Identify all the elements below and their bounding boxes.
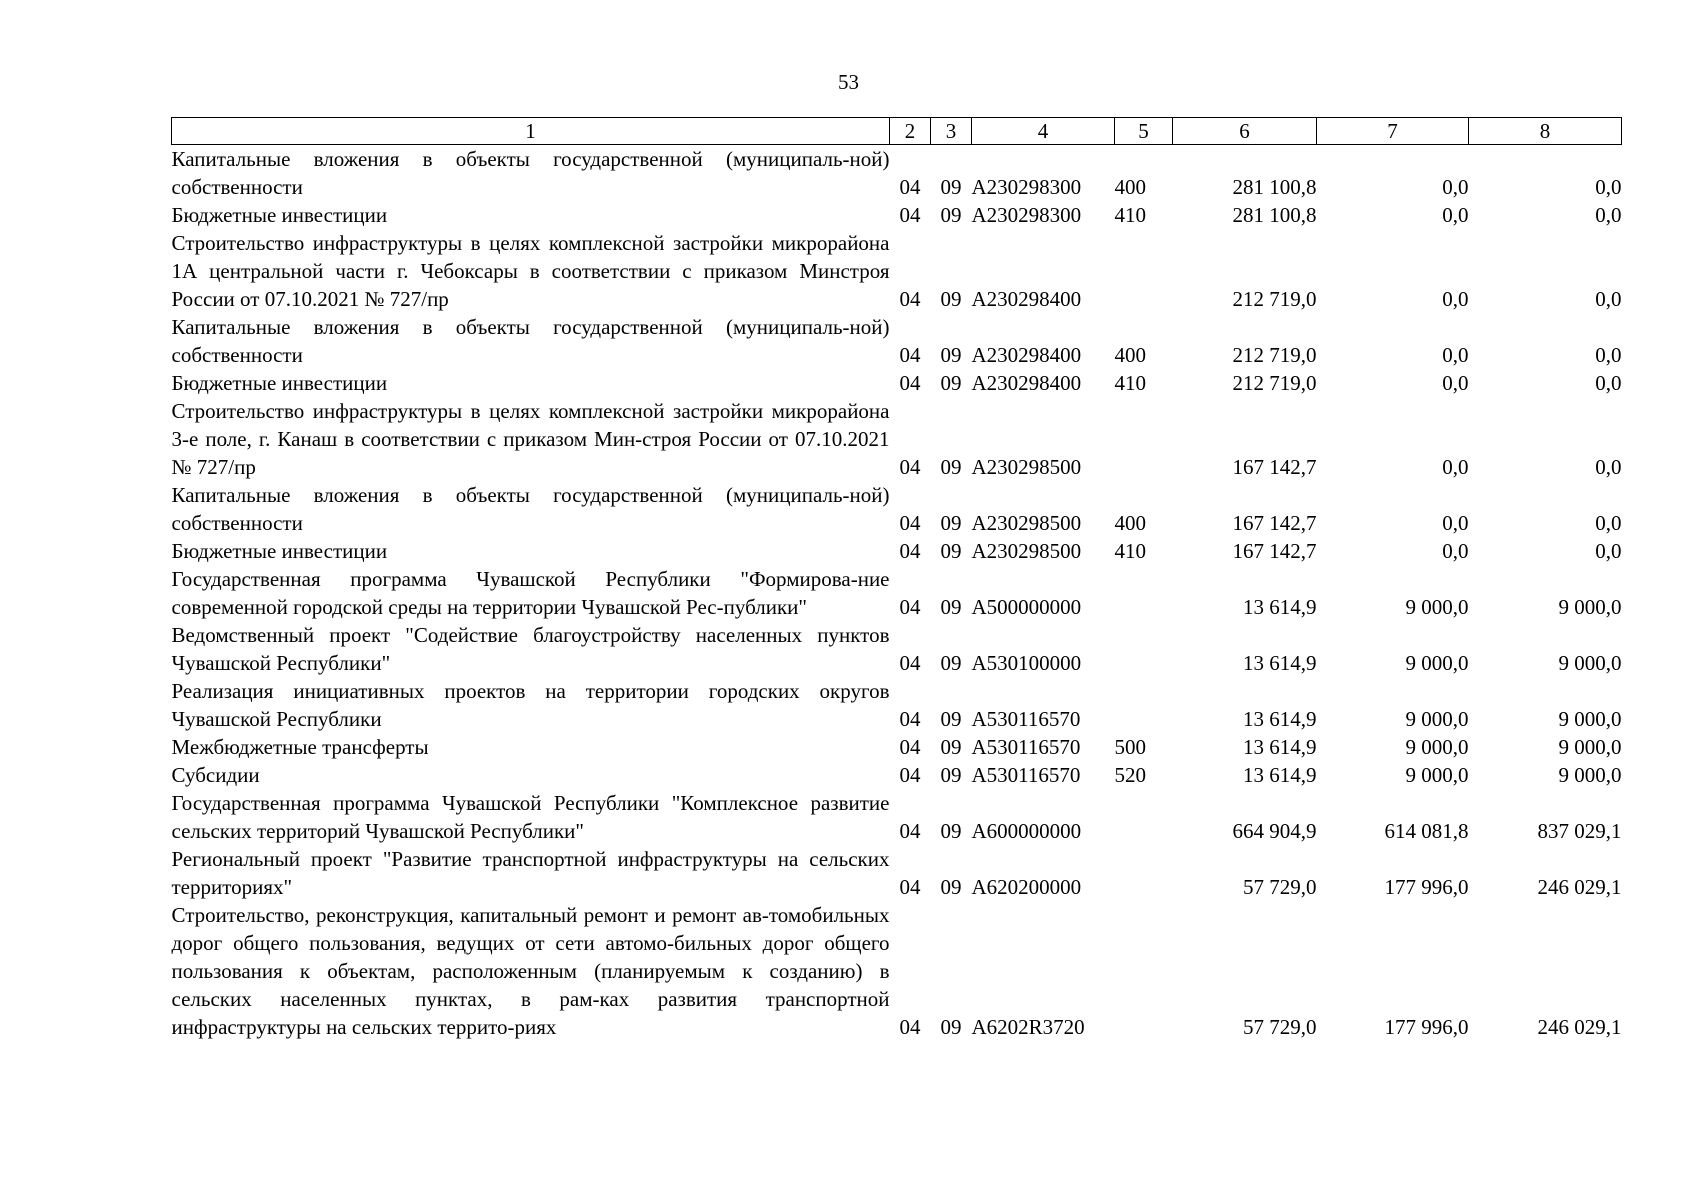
row-section: 04 <box>899 175 921 199</box>
row-target-code: А530116570 <box>971 707 1081 731</box>
row-amount-col6: 167 142,7 <box>1232 539 1317 563</box>
row-amount-col6: 13 614,9 <box>1243 651 1317 675</box>
row-expense-type <box>1115 229 1173 313</box>
row-name: Межбюджетные трансферты <box>171 735 429 759</box>
row-target-code: А620200000 <box>971 875 1082 899</box>
row-amount-col7: 614 081,8 <box>1384 819 1469 843</box>
row-section: 04 <box>899 707 921 731</box>
row-name: Строительство инфраструктуры в целях комплексной застройки микрорайона 3-е поле, г. Канаш в соответствии с приказом Мин-строя России от 07.10.2021 № 727/пр <box>171 399 890 479</box>
row-target-code: А230298500 <box>971 455 1082 479</box>
row-subsection: 09 <box>940 1015 962 1039</box>
budget-table <box>171 117 1622 1041</box>
column-header-3: 3 <box>931 118 972 145</box>
table-row <box>172 901 1622 1041</box>
row-amount-col6: 664 904,9 <box>1232 819 1317 843</box>
row-amount-col6: 57 729,0 <box>1243 875 1317 899</box>
table-row <box>172 397 1622 481</box>
row-expense-type: 410 <box>1114 371 1146 395</box>
row-section: 04 <box>899 595 921 619</box>
row-expense-type: 500 <box>1114 735 1146 759</box>
column-header-8: 8 <box>1469 118 1622 145</box>
row-subsection: 09 <box>940 287 962 311</box>
header-row <box>172 118 1622 145</box>
row-section: 04 <box>899 371 921 395</box>
row-amount-col8: 9 000,0 <box>1558 651 1622 675</box>
row-section: 04 <box>899 763 921 787</box>
row-amount-col7: 0,0 <box>1442 175 1469 199</box>
row-section: 04 <box>899 511 921 535</box>
row-amount-col7: 9 000,0 <box>1405 735 1469 759</box>
row-amount-col8: 0,0 <box>1595 511 1622 535</box>
row-amount-col8: 9 000,0 <box>1558 707 1622 731</box>
row-amount-col8: 837 029,1 <box>1537 819 1622 843</box>
row-amount-col7: 0,0 <box>1442 371 1469 395</box>
table-row <box>172 677 1622 733</box>
row-amount-col8: 0,0 <box>1595 455 1622 479</box>
row-name: Бюджетные инвестиции <box>171 371 388 395</box>
row-expense-type <box>1115 397 1173 481</box>
row-name: Строительство инфраструктуры в целях комплексной застройки микрорайона 1А центральной части г. Чебоксары в соответствии с приказом Минстроя России от 07.10.2021 № 727/пр <box>171 231 890 311</box>
column-header-2: 2 <box>890 118 931 145</box>
row-amount-col7: 0,0 <box>1442 455 1469 479</box>
row-target-code: А530116570 <box>971 763 1081 787</box>
row-amount-col7: 9 000,0 <box>1405 707 1469 731</box>
row-expense-type: 400 <box>1114 175 1146 199</box>
row-expense-type: 520 <box>1114 763 1146 787</box>
table-row <box>172 481 1622 537</box>
row-name: Бюджетные инвестиции <box>171 539 388 563</box>
row-section: 04 <box>899 735 921 759</box>
table-row <box>172 565 1622 621</box>
table-row <box>172 537 1622 565</box>
row-amount-col7: 0,0 <box>1442 539 1469 563</box>
column-header-4: 4 <box>972 118 1115 145</box>
row-expense-type: 400 <box>1114 343 1146 367</box>
row-name: Капитальные вложения в объекты государственной (муниципаль-ной) собственности <box>171 483 890 535</box>
row-amount-col8: 9 000,0 <box>1558 735 1622 759</box>
page-number: 53 <box>838 70 859 94</box>
row-subsection: 09 <box>940 175 962 199</box>
row-subsection: 09 <box>940 343 962 367</box>
table-row <box>172 369 1622 397</box>
table-row <box>172 229 1622 313</box>
row-amount-col8: 9 000,0 <box>1558 763 1622 787</box>
row-amount-col7: 0,0 <box>1442 343 1469 367</box>
row-subsection: 09 <box>940 819 962 843</box>
row-amount-col6: 281 100,8 <box>1232 203 1317 227</box>
row-name: Ведомственный проект "Содействие благоустройству населенных пунктов Чувашской Республики" <box>171 623 890 675</box>
row-section: 04 <box>899 343 921 367</box>
row-amount-col8: 0,0 <box>1595 175 1622 199</box>
row-section: 04 <box>899 875 921 899</box>
row-expense-type <box>1115 621 1173 677</box>
table-row <box>172 145 1622 202</box>
row-amount-col7: 9 000,0 <box>1405 595 1469 619</box>
row-amount-col8: 246 029,1 <box>1537 1015 1622 1039</box>
row-amount-col6: 57 729,0 <box>1243 1015 1317 1039</box>
row-target-code: А230298500 <box>971 539 1082 563</box>
row-section: 04 <box>899 455 921 479</box>
row-amount-col8: 0,0 <box>1595 203 1622 227</box>
table-body <box>172 145 1622 1042</box>
table-row <box>172 201 1622 229</box>
row-amount-col7: 177 996,0 <box>1384 875 1469 899</box>
row-subsection: 09 <box>940 735 962 759</box>
row-amount-col8: 0,0 <box>1595 343 1622 367</box>
row-section: 04 <box>899 203 921 227</box>
row-subsection: 09 <box>940 455 962 479</box>
row-name: Строительство, реконструкция, капитальный ремонт и ремонт ав-томобильных дорог общего пользования, ведущих от сети автомо-бильных дорог общего пользования к объектам, расположенным (планируемым к созданию) в сельских населенных пунктах, в рам-ках развития транспортной инфраструктуры на сельских террито-риях <box>171 903 890 1039</box>
row-target-code: А600000000 <box>971 819 1082 843</box>
table-row <box>172 733 1622 761</box>
row-amount-col7: 0,0 <box>1442 203 1469 227</box>
row-expense-type <box>1115 677 1173 733</box>
row-subsection: 09 <box>940 539 962 563</box>
row-amount-col8: 9 000,0 <box>1558 595 1622 619</box>
row-amount-col6: 212 719,0 <box>1232 287 1317 311</box>
row-amount-col8: 0,0 <box>1595 371 1622 395</box>
table-row <box>172 789 1622 845</box>
row-target-code: А230298400 <box>971 371 1082 395</box>
row-target-code: А530100000 <box>971 651 1082 675</box>
row-section: 04 <box>899 1015 921 1039</box>
row-amount-col7: 9 000,0 <box>1405 763 1469 787</box>
row-amount-col7: 0,0 <box>1442 287 1469 311</box>
row-section: 04 <box>899 539 921 563</box>
row-amount-col6: 13 614,9 <box>1243 735 1317 759</box>
row-name: Капитальные вложения в объекты государственной (муниципаль-ной) собственности <box>171 315 890 367</box>
row-name: Государственная программа Чувашской Республики "Формирова-ние современной городской среды на территории Чувашской Рес-публики" <box>171 567 890 619</box>
row-amount-col8: 0,0 <box>1595 539 1622 563</box>
row-amount-col6: 281 100,8 <box>1232 175 1317 199</box>
row-amount-col6: 13 614,9 <box>1243 595 1317 619</box>
row-subsection: 09 <box>940 707 962 731</box>
row-target-code: А230298400 <box>971 287 1082 311</box>
row-subsection: 09 <box>940 651 962 675</box>
column-header-1: 1 <box>172 118 890 145</box>
row-name: Субсидии <box>171 763 260 787</box>
row-target-code: А230298400 <box>971 343 1082 367</box>
row-subsection: 09 <box>940 595 962 619</box>
row-name: Региональный проект "Развитие транспортной инфраструктуры на сельских территориях" <box>171 847 890 899</box>
row-target-code: А230298300 <box>971 175 1082 199</box>
row-name: Государственная программа Чувашской Республики "Комплексное развитие сельских территорий Чувашской Республики" <box>171 791 890 843</box>
column-header-7: 7 <box>1317 118 1469 145</box>
row-expense-type: 400 <box>1114 511 1146 535</box>
row-target-code: А500000000 <box>971 595 1082 619</box>
row-expense-type <box>1115 845 1173 901</box>
table-row <box>172 621 1622 677</box>
row-expense-type <box>1115 565 1173 621</box>
table-row <box>172 845 1622 901</box>
row-amount-col8: 246 029,1 <box>1537 875 1622 899</box>
row-expense-type: 410 <box>1114 539 1146 563</box>
row-subsection: 09 <box>940 875 962 899</box>
row-name: Бюджетные инвестиции <box>171 203 388 227</box>
table-row <box>172 761 1622 789</box>
row-section: 04 <box>899 287 921 311</box>
row-amount-col6: 13 614,9 <box>1243 707 1317 731</box>
row-subsection: 09 <box>940 511 962 535</box>
row-amount-col7: 0,0 <box>1442 511 1469 535</box>
row-target-code: А230298500 <box>971 511 1082 535</box>
column-header-6: 6 <box>1173 118 1317 145</box>
row-amount-col8: 0,0 <box>1595 287 1622 311</box>
row-subsection: 09 <box>940 371 962 395</box>
column-header-5: 5 <box>1115 118 1173 145</box>
row-subsection: 09 <box>940 203 962 227</box>
table-row <box>172 313 1622 369</box>
row-name: Капитальные вложения в объекты государственной (муниципаль-ной) собственности <box>171 147 890 199</box>
row-name: Реализация инициативных проектов на территории городских округов Чувашской Республики <box>171 679 890 731</box>
row-subsection: 09 <box>940 763 962 787</box>
row-target-code: А230298300 <box>971 203 1082 227</box>
row-amount-col6: 212 719,0 <box>1232 371 1317 395</box>
row-target-code: А6202R3720 <box>971 1015 1085 1039</box>
row-section: 04 <box>899 651 921 675</box>
row-expense-type: 410 <box>1114 203 1146 227</box>
row-expense-type <box>1115 789 1173 845</box>
row-amount-col6: 167 142,7 <box>1232 455 1317 479</box>
row-amount-col7: 177 996,0 <box>1384 1015 1469 1039</box>
row-amount-col7: 9 000,0 <box>1405 651 1469 675</box>
row-amount-col6: 212 719,0 <box>1232 343 1317 367</box>
row-amount-col6: 167 142,7 <box>1232 511 1317 535</box>
row-target-code: А530116570 <box>971 735 1081 759</box>
row-expense-type <box>1115 901 1173 1041</box>
row-section: 04 <box>899 819 921 843</box>
row-amount-col6: 13 614,9 <box>1243 763 1317 787</box>
